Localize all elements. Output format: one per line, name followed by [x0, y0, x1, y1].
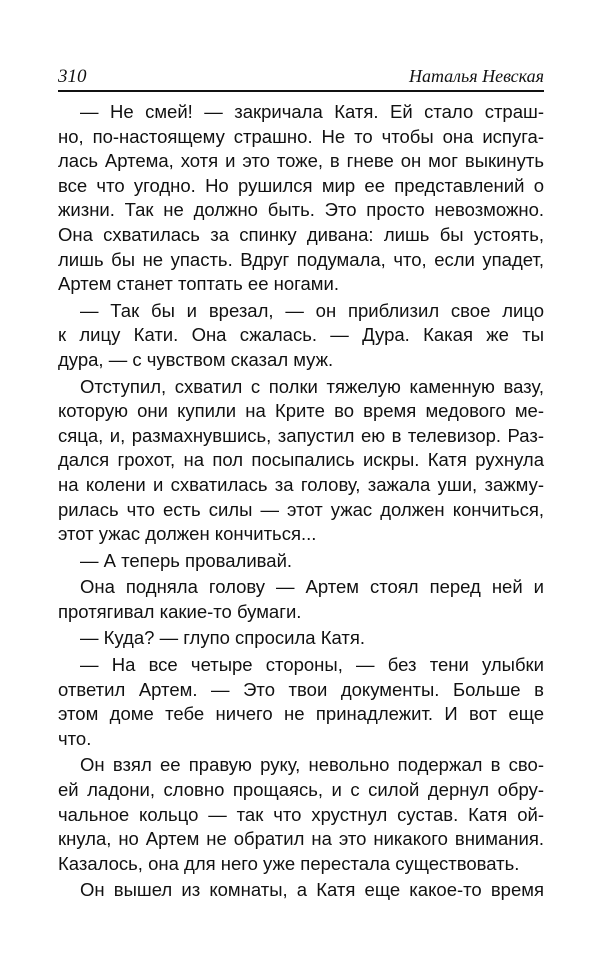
text-line: дура, — с чувством сказал муж. [58, 348, 334, 370]
body-text [58, 100, 544, 905]
text-line: к лицу Кати. Она сжалась. — Дура. Какая же ты [58, 324, 544, 346]
text-line: ответил Артем. — Это твои документы. Больше в [58, 678, 544, 700]
paragraph [58, 100, 544, 297]
paragraph [58, 753, 544, 876]
text-line: Он вышел из комнаты, а Катя еще какое-то время [80, 879, 544, 901]
text-line: — Не смей! — закричала Катя. Ей стало страш- [80, 101, 544, 122]
paragraph [58, 299, 544, 373]
text-line: рилась что есть силы — этот ужас должен кончиться, [58, 498, 544, 520]
paragraph [58, 375, 544, 547]
page-number: 310 [58, 66, 87, 87]
text-line: кнула, но Артем не обратил на это никакого внимания. [58, 828, 544, 850]
text-line: ей ладони, словно прощаясь, и с силой дернул обру- [58, 779, 544, 801]
text-line: что. [58, 727, 92, 749]
text-line: чальное кольцо — так что хрустнул сустав. Катя ой- [58, 803, 544, 825]
text-line: — На все четыре стороны, — без тени улыбки [80, 654, 544, 676]
text-line: лась Артема, хотя и это тоже, в гневе он мог выкинуть [58, 150, 544, 172]
paragraph [58, 878, 544, 903]
text-line: но, по-настоящему страшно. Не то чтобы она испуга- [58, 125, 544, 147]
paragraph [58, 653, 544, 751]
text-line: Артем станет топтать ее ногами. [58, 273, 339, 295]
text-line: протягивал какие-то бумаги. [58, 600, 302, 622]
text-line: — А теперь проваливай. [80, 549, 293, 571]
text-line: сяца, и, размахнувшись, запустил ею в телевизор. Раз- [58, 424, 544, 446]
text-line: Казалось, она для него уже перестала существовать. [58, 852, 520, 874]
text-line: все что угодно. Но рушился мир ее представлений о [58, 174, 544, 196]
text-line: этом доме тебе ничего не принадлежит. И вот еще [58, 703, 544, 725]
text-line: — Так бы и врезал, — он приблизил свое лицо [80, 299, 544, 321]
paragraph [58, 549, 544, 574]
page-header [58, 64, 544, 92]
text-line: Он взял ее правую руку, невольно подержал в сво- [80, 754, 544, 776]
text-line: Она схватилась за спинку дивана: лишь бы устоять, [58, 223, 544, 245]
text-line: — Куда? — глупо спросила Катя. [80, 627, 365, 649]
text-line: этот ужас должен кончиться... [58, 523, 317, 545]
text-line: которую они купили на Крите во время медового ме- [58, 400, 544, 422]
text-line: жизни. Так не должно быть. Это просто невозможно. [58, 199, 544, 221]
running-title: Наталья Невская [408, 66, 544, 86]
text-line: дался грохот, на пол посыпались искры. Катя рухнула [58, 449, 544, 471]
paragraph [58, 626, 544, 651]
text-line: на колени и схватилась за голову, зажала уши, зажму- [58, 473, 544, 495]
text-line: лишь бы не упасть. Вдруг подумала, что, если упадет, [58, 248, 544, 270]
text-line: Отступил, схватил с полки тяжелую каменную вазу, [80, 375, 544, 397]
paragraph [58, 575, 544, 624]
text-line: Она подняла голову — Артем стоял перед ней и [80, 576, 544, 598]
